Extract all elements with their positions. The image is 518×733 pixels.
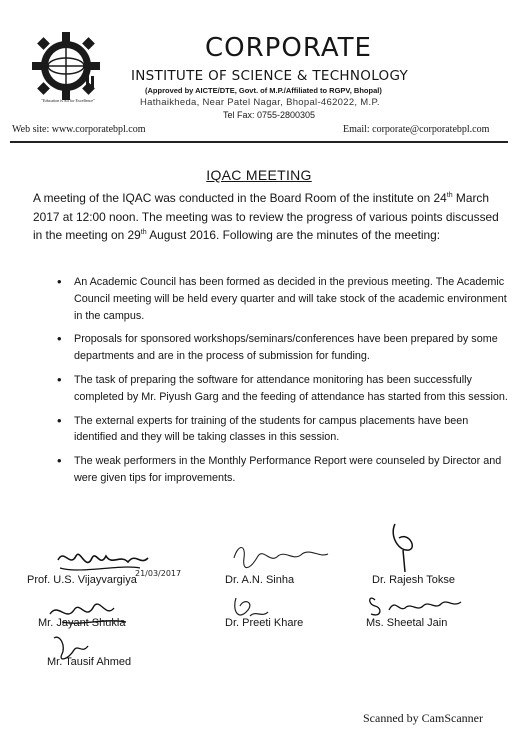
signatory-shukla: Mr. Jayant Shukla (38, 617, 126, 629)
signature-tokse (385, 520, 435, 580)
logo-motto: "Education is All for Excellence" (41, 98, 95, 103)
intro-sup-1: th (446, 192, 453, 200)
intro-text-2: March 2017 at 12:00 noon. The meeting was to review the progress of various points discussed in the meeting on 29 (33, 191, 499, 242)
intro-text-3: August 2016. Following are the minutes of the meeting: (146, 228, 441, 242)
scanner-watermark: Scanned by CamScanner (363, 711, 483, 725)
phone-line: Tel Fax: 0755-2800305 (223, 110, 316, 120)
signatory-tokse: Dr. Rajesh Tokse (372, 574, 455, 586)
approval-line: (Approved by AICTE/DTE, Govt. of M.P./Affiliated to RGPV, Bhopal) (145, 86, 382, 95)
institute-name: CORPORATE (205, 33, 372, 63)
intro-paragraph (33, 189, 503, 245)
signature-date: 21/03/2017 (135, 569, 182, 578)
signature-jain (365, 590, 475, 620)
list-item: • The external experts for training of the students for campus placements have been identified and they will be taking classes in this session. (54, 413, 509, 447)
signatory-ahmed: Mr. Tausif Ahmed (47, 656, 132, 668)
list-item: • The task of preparing the software for attendance monitoring has been successfully completed by Mr. Piyush Garg and the feeding of attendance has started from this session. (54, 372, 509, 406)
address-line: Hathaikheda, Near Patel Nagar, Bhopal-462022, M.P. (140, 97, 380, 108)
intro-sup-2: th (140, 229, 147, 237)
minutes-list (54, 274, 509, 487)
list-item: • Proposals for sponsored workshops/seminars/conferences have been prepared by some departments and are in the process of submission for funding. (54, 331, 509, 365)
gear-globe-emblem-icon (30, 30, 102, 102)
intro-text-1: A meeting of the IQAC was conducted in the Board Room of the institute on 24 (33, 191, 447, 205)
email-line: Email: corporate@corporatebpl.com (343, 124, 490, 135)
signatory-vijayvargiya: Prof. U.S. Vijayvargiya (27, 574, 137, 586)
institute-subtitle: INSTITUTE OF SCIENCE & TECHNOLOGY (131, 68, 409, 84)
signatory-jain: Ms. Sheetal Jain (366, 617, 448, 629)
signatory-khare: Dr. Preeti Khare (225, 617, 304, 629)
institute-logo (30, 30, 102, 102)
page-title: IQAC MEETING (206, 167, 312, 183)
website-line: Web site: www.corporatebpl.com (12, 124, 146, 135)
header-divider (10, 141, 508, 143)
signatory-sinha: Dr. A.N. Sinha (225, 574, 295, 586)
list-item: • The weak performers in the Monthly Performance Report were counseled by Director and were given tips for improvements. (54, 453, 509, 487)
list-item: • An Academic Council has been formed as decided in the previous meeting. The Academic Council meeting will be held every quarter and will take stock of the academic environment in the campus. (54, 274, 509, 324)
